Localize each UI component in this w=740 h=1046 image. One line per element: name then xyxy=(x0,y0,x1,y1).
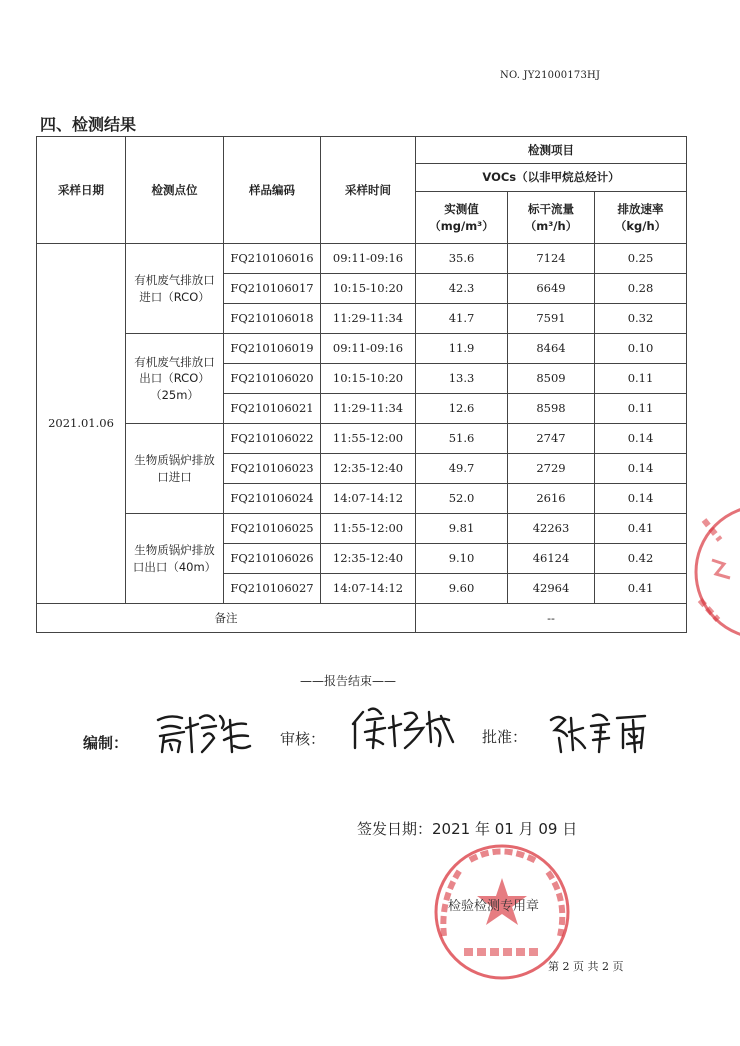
cell-sampling-time: 12:35-12:40 xyxy=(321,544,416,574)
cell-measured: 9.60 xyxy=(416,574,508,604)
remark-label: 备注 xyxy=(37,604,416,633)
cell-measured: 52.0 xyxy=(416,484,508,514)
header-flow-label: 标干流量 xyxy=(528,202,574,217)
header-measured-label: 实测值 xyxy=(444,202,479,217)
cell-measured: 35.6 xyxy=(416,244,508,274)
cell-sampling-time: 09:11-09:16 xyxy=(321,334,416,364)
table-row xyxy=(37,514,687,544)
cell-flow: 8464 xyxy=(508,334,595,364)
cell-sample-code: FQ210106018 xyxy=(224,304,321,334)
cell-rate: 0.28 xyxy=(595,274,687,304)
header-rate xyxy=(595,192,687,244)
header-sampling-date: 采样日期 xyxy=(37,137,126,244)
cell-flow: 6649 xyxy=(508,274,595,304)
cell-flow: 2616 xyxy=(508,484,595,514)
header-test-item: 检测项目 xyxy=(416,137,687,164)
cell-measured: 12.6 xyxy=(416,394,508,424)
edge-seal xyxy=(690,500,740,650)
table-row xyxy=(37,334,687,364)
cell-sampling-time: 11:29-11:34 xyxy=(321,394,416,424)
cell-measured: 51.6 xyxy=(416,424,508,454)
cell-sampling-time: 11:55-12:00 xyxy=(321,514,416,544)
cell-sample-code: FQ210106016 xyxy=(224,244,321,274)
review-label: 审核： xyxy=(280,730,326,748)
cell-flow: 7591 xyxy=(508,304,595,334)
cell-measured: 13.3 xyxy=(416,364,508,394)
cell-sample-code: FQ210106027 xyxy=(224,574,321,604)
cell-flow: 7124 xyxy=(508,244,595,274)
cell-sample-code: FQ210106020 xyxy=(224,364,321,394)
cell-test-point: 生物质锅炉排放口进口 xyxy=(126,424,224,514)
cell-flow: 42263 xyxy=(508,514,595,544)
results-table xyxy=(36,136,687,633)
remark-value: -- xyxy=(416,604,687,633)
issue-date: 签发日期：2021 年 01 月 09 日 xyxy=(357,820,578,838)
cell-sampling-time: 14:07-14:12 xyxy=(321,484,416,514)
header-test-point: 检测点位 xyxy=(126,137,224,244)
cell-rate: 0.11 xyxy=(595,364,687,394)
cell-sampling-time: 10:15-10:20 xyxy=(321,364,416,394)
cell-sampling-time: 10:15-10:20 xyxy=(321,274,416,304)
cell-rate: 0.11 xyxy=(595,394,687,424)
cell-sample-code: FQ210106026 xyxy=(224,544,321,574)
report-number: NO. JY21000173HJ xyxy=(500,70,601,81)
cell-rate: 0.41 xyxy=(595,574,687,604)
cell-rate: 0.42 xyxy=(595,544,687,574)
cell-measured: 49.7 xyxy=(416,454,508,484)
cell-rate: 0.25 xyxy=(595,244,687,274)
cell-measured: 9.81 xyxy=(416,514,508,544)
cell-sample-code: FQ210106021 xyxy=(224,394,321,424)
cell-sample-code: FQ210106023 xyxy=(224,454,321,484)
cell-test-point: 有机废气排放口进口（RCO） xyxy=(126,244,224,334)
approve-signature xyxy=(545,708,655,756)
cell-sampling-time: 14:07-14:12 xyxy=(321,574,416,604)
cell-flow: 2729 xyxy=(508,454,595,484)
cell-sampling-time: 11:29-11:34 xyxy=(321,304,416,334)
page-number: 第 2 页 共 2 页 xyxy=(548,960,624,973)
cell-rate: 0.10 xyxy=(595,334,687,364)
header-sampling-time: 采样时间 xyxy=(321,137,416,244)
cell-flow: 2747 xyxy=(508,424,595,454)
cell-measured: 11.9 xyxy=(416,334,508,364)
cell-rate: 0.32 xyxy=(595,304,687,334)
header-flow xyxy=(508,192,595,244)
cell-sample-code: FQ210106022 xyxy=(224,424,321,454)
cell-rate: 0.14 xyxy=(595,424,687,454)
cell-flow: 8598 xyxy=(508,394,595,424)
cell-rate: 0.14 xyxy=(595,484,687,514)
table-row xyxy=(37,424,687,454)
header-rate-label: 排放速率 xyxy=(617,202,664,217)
cell-sample-code: FQ210106019 xyxy=(224,334,321,364)
review-signature xyxy=(345,702,465,756)
header-sample-code: 样品编码 xyxy=(224,137,321,244)
cell-flow: 8509 xyxy=(508,364,595,394)
cell-flow: 42964 xyxy=(508,574,595,604)
cell-sampling-time: 12:35-12:40 xyxy=(321,454,416,484)
approve-label: 批准： xyxy=(482,728,528,746)
cell-flow: 46124 xyxy=(508,544,595,574)
header-measured xyxy=(416,192,508,244)
remark-row xyxy=(37,604,687,633)
compile-signature xyxy=(150,706,260,758)
stamp-caption: 检验检测专用章 xyxy=(448,899,540,914)
cell-sample-code: FQ210106024 xyxy=(224,484,321,514)
cell-test-point: 生物质锅炉排放口出口（40m） xyxy=(126,514,224,604)
cell-sample-code: FQ210106017 xyxy=(224,274,321,304)
table-row xyxy=(37,244,687,274)
header-rate-unit: （kg/h） xyxy=(614,218,667,233)
cell-sampling-time: 09:11-09:16 xyxy=(321,244,416,274)
cell-sampling-time: 11:55-12:00 xyxy=(321,424,416,454)
cell-test-point: 有机废气排放口出口（RCO）（25m） xyxy=(126,334,224,424)
section-title: 四、检测结果 xyxy=(40,115,137,134)
cell-measured: 9.10 xyxy=(416,544,508,574)
cell-sample-code: FQ210106025 xyxy=(224,514,321,544)
report-end: ——报告结束—— xyxy=(300,674,397,688)
cell-rate: 0.14 xyxy=(595,454,687,484)
header-vocs: VOCs（以非甲烷总烃计） xyxy=(416,164,687,192)
compile-label: 编制： xyxy=(83,734,129,752)
header-measured-unit: （mg/m³） xyxy=(429,218,494,233)
header-flow-unit: （m³/h） xyxy=(524,218,578,233)
cell-rate: 0.41 xyxy=(595,514,687,544)
cell-measured: 41.7 xyxy=(416,304,508,334)
cell-measured: 42.3 xyxy=(416,274,508,304)
cell-sampling-date: 2021.01.06 xyxy=(37,244,126,604)
